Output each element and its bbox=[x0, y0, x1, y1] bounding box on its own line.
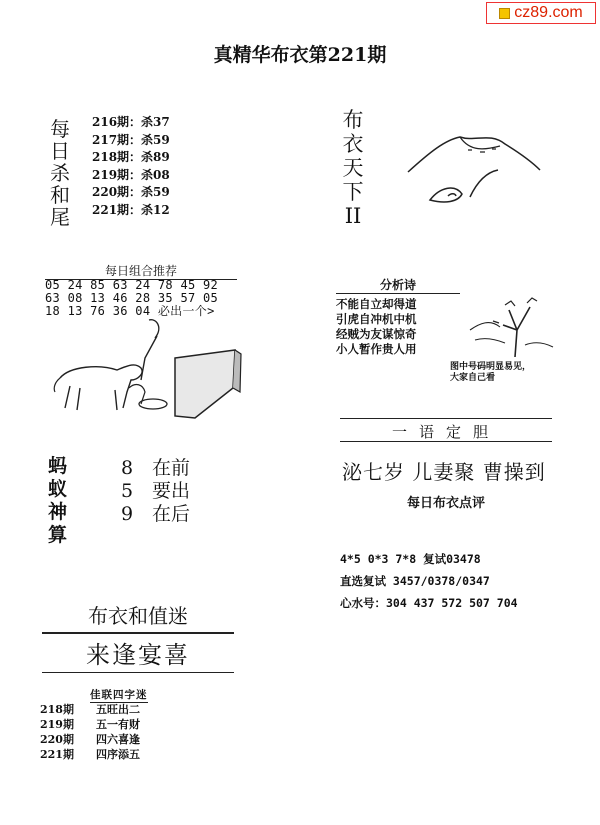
riddle-text: 五旺出二 bbox=[96, 703, 140, 716]
list-item: 216期：杀37 bbox=[92, 115, 170, 129]
buyi-hezhi-heading: 布衣和值迷 bbox=[42, 600, 234, 634]
daily-kill-heading bbox=[50, 118, 74, 228]
number-picks bbox=[340, 548, 518, 614]
buyi-tianxia-heading bbox=[340, 108, 366, 228]
combo-row: 63 08 13 46 28 35 57 05 bbox=[45, 291, 219, 305]
list-item: 218期：杀89 bbox=[92, 150, 170, 164]
analysis-poem bbox=[336, 297, 417, 357]
ant-row bbox=[118, 503, 190, 526]
yiyu-subtitle: 每日布衣点评 bbox=[406, 496, 485, 511]
poem-note bbox=[450, 362, 531, 384]
list-item bbox=[40, 747, 140, 762]
ant-row bbox=[118, 480, 190, 503]
riddle-text: 五一有财 bbox=[96, 718, 140, 731]
goat-sketch-illustration bbox=[45, 318, 245, 430]
ant-number: 8 bbox=[120, 457, 134, 479]
ant-text: 要出 bbox=[152, 480, 191, 502]
note-line: 图中号码明显易见， bbox=[450, 362, 532, 372]
note-line: 大家自己看 bbox=[450, 373, 496, 383]
combo-heading: 每日组合推荐 bbox=[45, 262, 237, 280]
ant-row bbox=[118, 457, 190, 480]
list-item: 217期：杀59 bbox=[92, 132, 170, 147]
combo-numbers bbox=[45, 279, 218, 318]
heading-char: 每 bbox=[50, 117, 70, 141]
site-watermark bbox=[486, 2, 596, 24]
riddle-text: 四序添五 bbox=[96, 748, 140, 761]
heading-char: 日 bbox=[50, 139, 70, 163]
watermark-text: cz89.com bbox=[514, 4, 583, 21]
heading-char: 天 bbox=[342, 156, 364, 180]
heading-char: 和 bbox=[50, 183, 70, 207]
number-row: 心水号：304 437 572 507 704 bbox=[340, 596, 518, 610]
poem-heading: 分析诗 bbox=[336, 276, 460, 294]
ant-number: 9 bbox=[120, 503, 134, 525]
logo-square-icon bbox=[499, 8, 510, 19]
combo-row: 18 13 76 36 04 必出一个> bbox=[45, 304, 215, 318]
period-label: 221期 bbox=[40, 748, 74, 761]
period-label: 219期 bbox=[40, 718, 74, 731]
jialian-heading: 佳联四字迷 bbox=[90, 689, 148, 701]
heading-char: 神 bbox=[48, 501, 68, 523]
number-row: 直选复试 3457/0378/0347 bbox=[340, 574, 490, 588]
heading-char: 算 bbox=[48, 524, 68, 546]
list-item: 221期：杀12 bbox=[92, 202, 170, 217]
heading-char: II bbox=[344, 204, 362, 228]
number-row: 4*5 0*3 7*8 复试03478 bbox=[340, 552, 481, 566]
list-item: 220期：杀59 bbox=[92, 185, 170, 199]
list-item bbox=[40, 732, 140, 747]
heading-char: 下 bbox=[342, 180, 364, 204]
period-label: 220期 bbox=[40, 733, 74, 746]
mountain-sketch-illustration bbox=[400, 122, 550, 212]
yiyu-heading: 一语定胆 bbox=[391, 423, 500, 441]
yiyu-phrase: 泌七岁 儿妻聚 曹操到 bbox=[342, 460, 546, 484]
heading-char: 杀 bbox=[50, 161, 70, 185]
ant-text: 在前 bbox=[152, 457, 191, 479]
jialian-list bbox=[40, 702, 140, 762]
heading-char: 衣 bbox=[342, 132, 364, 156]
heading-char: 尾 bbox=[50, 205, 70, 229]
poem-line: 不能自立却得道 bbox=[336, 297, 417, 311]
list-item bbox=[40, 717, 140, 732]
heading-char: 蚁 bbox=[48, 478, 68, 500]
ant-predictions bbox=[118, 457, 190, 526]
riddle-text: 四六喜逢 bbox=[96, 733, 140, 746]
page-title: 真精华布衣第221期 bbox=[213, 44, 387, 66]
ant-text: 在后 bbox=[152, 503, 191, 525]
divider bbox=[340, 441, 552, 442]
poem-line: 引虎自冲机中机 bbox=[336, 312, 417, 326]
buyi-hezhi-answer: 来逢宴喜 bbox=[42, 635, 234, 673]
poem-line: 小人暂作贵人用 bbox=[336, 342, 417, 356]
poem-line: 经贼为友谋惊奇 bbox=[336, 327, 417, 341]
heading-char: 蚂 bbox=[48, 455, 68, 477]
ant-heading bbox=[48, 455, 72, 547]
tree-sketch-illustration bbox=[465, 285, 555, 360]
list-item: 219期：杀08 bbox=[92, 167, 170, 182]
divider bbox=[340, 418, 552, 419]
combo-row: 05 24 85 63 24 78 45 92 bbox=[45, 278, 219, 292]
period-label: 218期 bbox=[40, 703, 74, 716]
ant-number: 5 bbox=[120, 480, 134, 502]
list-item bbox=[40, 702, 140, 717]
heading-char: 布 bbox=[342, 108, 364, 132]
daily-kill-list bbox=[92, 114, 170, 219]
